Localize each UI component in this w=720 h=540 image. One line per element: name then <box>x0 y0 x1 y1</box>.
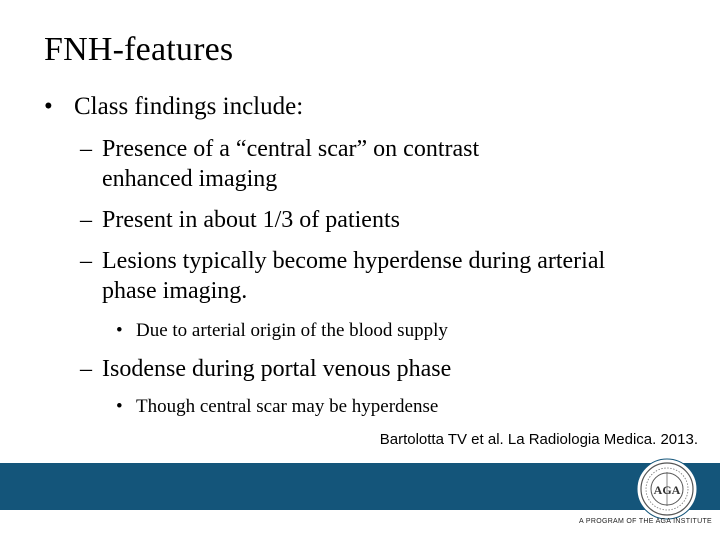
bullet-text: Present in about 1/3 of patients <box>102 207 400 233</box>
seal-text: AGA <box>653 483 681 497</box>
bullet-marker: • <box>116 396 123 417</box>
dash-marker: – <box>80 356 92 382</box>
sub-sub-bullet-item <box>116 319 448 343</box>
bullet-text: Class findings include: <box>74 93 304 120</box>
bullet-text: Presence of a “central scar” on contrast enhanced imaging <box>102 136 480 192</box>
dash-marker: – <box>80 136 92 162</box>
bullet-text: Lesions typically become hyperdense during arterial phase imaging. <box>102 248 606 304</box>
bullet-text: Isodense during portal venous phase <box>102 356 452 382</box>
sub-bullet-item <box>80 134 680 194</box>
bullet-item <box>44 92 303 122</box>
bullet-marker: • <box>116 320 123 341</box>
citation: Bartolotta TV et al. La Radiologia Medica. 2013. <box>379 431 698 448</box>
footer-caption: A PROGRAM OF THE AGA INSTITUTE <box>579 518 712 525</box>
slide-title: FNH-features <box>44 31 234 68</box>
footer-band <box>0 463 720 510</box>
sub-bullet-item <box>80 246 680 306</box>
dash-marker: – <box>80 207 92 233</box>
sub-sub-bullet-item <box>116 395 438 419</box>
aga-seal-logo <box>636 458 698 520</box>
dash-marker: – <box>80 248 92 274</box>
bullet-text: Though central scar may be hyperdense <box>136 396 439 417</box>
bullet-text: Due to arterial origin of the blood supply <box>136 320 448 341</box>
sub-bullet-item <box>80 354 680 384</box>
bullet-marker: • <box>44 93 53 120</box>
sub-bullet-item <box>80 205 680 235</box>
